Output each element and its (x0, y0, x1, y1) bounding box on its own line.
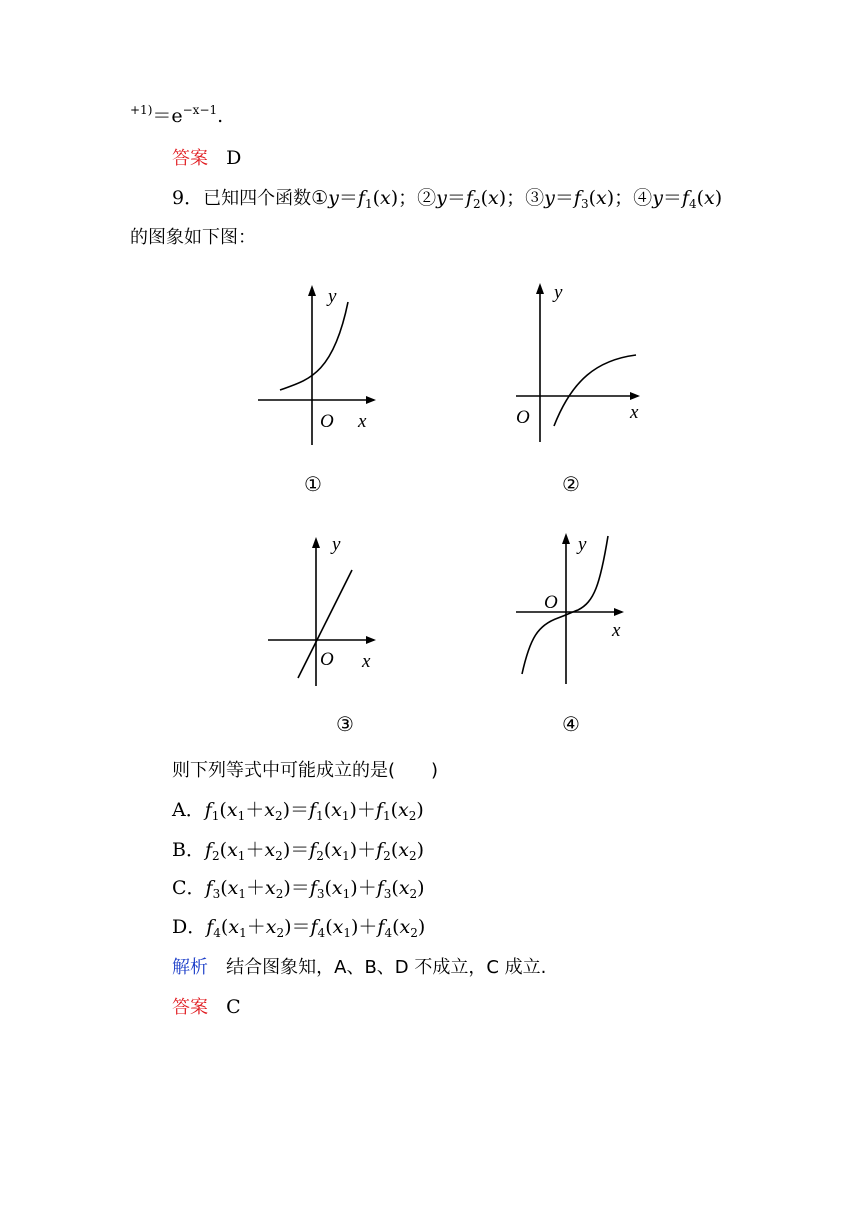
analysis-text: 结合图象知，A、B、D 不成立，C 成立. (226, 957, 547, 978)
graph-3 (266, 532, 396, 692)
origin-label: O (320, 649, 334, 670)
graph-2 (512, 280, 652, 450)
y-axis-label: y (554, 282, 563, 303)
y-axis-label: y (332, 534, 341, 555)
analysis (172, 955, 546, 980)
analysis-label: 解析 (172, 957, 208, 978)
graph-2-label: ② (562, 472, 580, 496)
option-b: B．$f_2(x_1+x_2)=f_2(x_1)+f_2(x_2)$ (172, 839, 425, 863)
question-stem-line2: 的图象如下图： (130, 227, 256, 248)
option-d: D．$f_4(x_1+x_2)=f_4(x_1)+f_4(x_2)$ (172, 916, 426, 940)
answer-label: 答案 (172, 148, 208, 169)
function-f4: $④y=f_4(x)$ (633, 187, 723, 211)
function-f1: $①y=f_1(x)$； (311, 187, 418, 211)
graph-4-label: ④ (562, 712, 580, 736)
graph-1-label: ① (304, 472, 322, 496)
option-a: A．$f_1(x_1+x_2)=f_1(x_1)+f_1(x_2)$ (172, 799, 424, 823)
function-f3: $③y=f_3(x)$； (525, 187, 634, 211)
x-axis-label: x (358, 411, 367, 432)
answer-value: C (226, 996, 241, 1018)
x-axis-label: x (630, 402, 639, 423)
prev-answer: 答案 D (172, 147, 242, 169)
function-f2: $②y=f_2(x)$； (417, 187, 526, 211)
graph-3-label: ③ (336, 712, 354, 736)
option-c: C．$f_3(x_1+x_2)=f_3(x_1)+f_3(x_2)$ (172, 877, 425, 901)
x-axis-label: x (362, 651, 371, 672)
y-axis-label: y (328, 286, 337, 307)
question-stem: 9．已知四个函数$①y=f_1(x)$；$②y=f_2(x)$；$③y=f_3(x)$；$④y=f_4(x)$ (172, 187, 723, 211)
question-prompt: 则下列等式中可能成立的是( ) (172, 760, 439, 781)
x-axis-label: x (612, 620, 621, 641)
prev-solution-tail: $^{+1)}=e^{-x-1}$. (130, 103, 224, 127)
answer-label: 答案 (172, 997, 208, 1018)
origin-label: O (516, 407, 530, 428)
graph-4 (514, 530, 654, 690)
answer (172, 995, 241, 1020)
graph-1 (258, 280, 388, 450)
origin-label: O (544, 592, 558, 613)
y-axis-label: y (578, 534, 587, 555)
origin-label: O (320, 411, 334, 432)
